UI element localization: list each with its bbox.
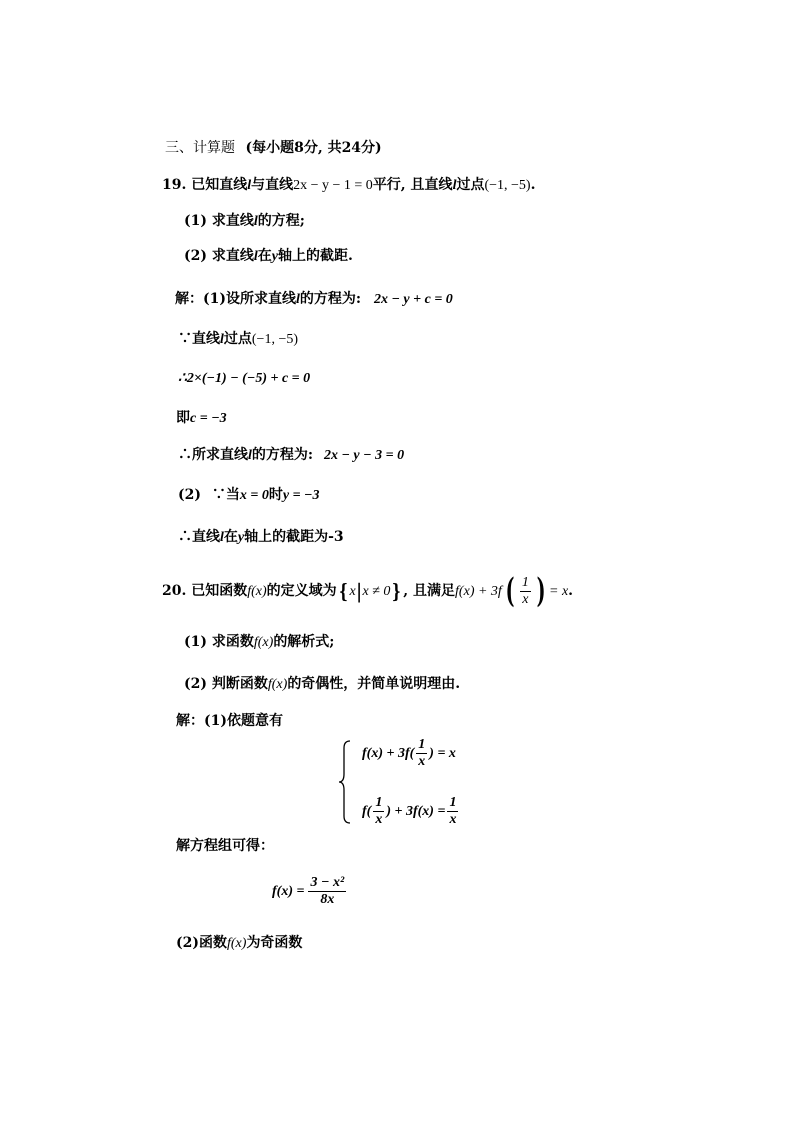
sol-text: 的方程为: (299, 291, 362, 307)
sol-point: (−1, −5) (251, 332, 299, 347)
q19-equation: 2x − y − 1 = 0 (293, 178, 373, 193)
q20-part-1 (184, 632, 334, 653)
part-text: 轴上的截距. (277, 248, 353, 264)
var-l: l (253, 249, 258, 264)
sol20-line-1 (176, 711, 283, 731)
var-y: y (271, 249, 278, 264)
fraction-1-over-x (416, 738, 427, 769)
sol20-line-3 (176, 933, 302, 954)
q20-text: , 且满足 (403, 583, 456, 599)
sol-equation: 2x − y + c = 0 (373, 292, 453, 307)
fraction-1-over-x (447, 796, 458, 827)
set-var: x (349, 584, 356, 599)
sol-text: 在 (223, 529, 238, 545)
sol-equation: y = −3 (282, 488, 320, 503)
fraction-1-over-x (373, 796, 384, 827)
part-text: 判断函数 (211, 676, 268, 692)
sol-text: ∴直线 (178, 529, 220, 545)
sol-equation: c = −3 (190, 411, 227, 426)
frac-num: 1 (521, 574, 529, 590)
part-number: (1) (184, 634, 207, 650)
q20-fx: f(x) (267, 677, 288, 692)
q20-text: 的定义域为 (266, 583, 337, 599)
q19-point: (−1, −5) (484, 178, 531, 193)
sol20-result (272, 870, 348, 914)
question-number: 20. (162, 583, 187, 599)
q20-fx: f(x) (253, 635, 274, 650)
left-brace-icon: { (338, 579, 348, 603)
part-text: 求直线 (211, 213, 254, 229)
q20-equation: = x (549, 584, 569, 599)
sol-text: 时 (268, 487, 283, 503)
set-bar: | (355, 579, 363, 603)
sol-text: (2)函数 (176, 935, 227, 951)
frac-num: 1 (418, 737, 426, 753)
result-text: f(x) = (272, 884, 305, 899)
q19-text: 过点 (456, 177, 485, 193)
q20-part-2 (184, 674, 460, 695)
q19-text: . (530, 177, 536, 193)
row-text: ) + 3f(x) = (386, 804, 446, 819)
sol-text: ∵直线 (178, 331, 220, 347)
result-fraction (308, 876, 346, 907)
q20-fx: f(x) (227, 936, 247, 951)
sol19-line-2 (178, 329, 298, 350)
part-text: 的解析式; (273, 634, 335, 650)
sol-equation: ∴2×(−1) − (−5) + c = 0 (178, 371, 311, 386)
system-brace-icon (338, 740, 352, 824)
sol19-line-7 (178, 527, 344, 548)
question-19 (162, 175, 535, 196)
var-l: l (452, 178, 457, 193)
system-row-1 (362, 734, 456, 774)
sol20-line-2 (176, 836, 274, 856)
frac-den: 8x (320, 892, 335, 908)
var-l: l (220, 332, 224, 347)
question-number: 19. (162, 177, 187, 193)
sol19-line-3 (178, 369, 310, 389)
equation-system (338, 734, 508, 834)
var-l: l (253, 214, 258, 229)
sol19-line-1 (175, 289, 453, 310)
q19-part-2 (184, 246, 353, 267)
sol-text: ∴所求直线 (178, 447, 248, 463)
part-text: 的奇偶性，并简单说明理由. (287, 676, 461, 692)
part-number: (2) (184, 248, 207, 264)
section-header (165, 138, 382, 158)
q19-text: 已知直线 (191, 177, 248, 193)
sol19-line-5 (178, 445, 404, 466)
section-title: 三、计算题 (165, 140, 235, 156)
sol-text: 解：(1)依题意有 (176, 713, 283, 729)
q20-fx: f(x) (247, 584, 267, 599)
sol-text: 即 (176, 410, 190, 426)
part-number: (1) (184, 213, 207, 229)
var-l: l (296, 292, 300, 307)
q19-text: 与直线 (251, 177, 294, 193)
part-text: 求直线 (211, 248, 254, 264)
set-condition: x ≠ 0 (362, 584, 391, 599)
section-note: (每小题8分, 共24分) (245, 140, 382, 156)
sol-equation: x = 0 (239, 488, 269, 503)
question-20 (162, 568, 573, 614)
var-l: l (248, 448, 252, 463)
q20-equation: f(x) + 3f (455, 584, 502, 599)
frac-den: x (522, 591, 529, 607)
sol19-line-6 (178, 485, 320, 506)
right-paren-icon: ) (536, 571, 546, 611)
system-row-2 (362, 792, 460, 832)
q19-part-1 (184, 211, 305, 232)
sol-text: 解方程组可得： (176, 838, 274, 854)
var-l: l (247, 178, 252, 193)
q19-text: 平行, 且直线 (372, 177, 453, 193)
q20-text: 已知函数 (191, 583, 248, 599)
frac-den: x (418, 754, 426, 770)
sol-equation: 2x − y − 3 = 0 (323, 448, 405, 463)
sol-text: 解：(1)设所求直线 (175, 291, 296, 307)
part-number: (2) (184, 676, 207, 692)
sol-text: ∵当 (211, 487, 240, 503)
row-text: f(x) + 3f( (362, 746, 415, 761)
part-text: 求函数 (211, 634, 254, 650)
part-number: (2) (178, 487, 201, 503)
sol19-line-4 (176, 408, 227, 429)
frac-den: x (375, 812, 383, 828)
sol-text: 为奇函数 (246, 935, 303, 951)
part-text: 的方程; (257, 213, 305, 229)
row-text: ) = x (429, 746, 456, 761)
sol-text: 过点 (223, 331, 252, 347)
sol-text: 的方程为: (251, 447, 314, 463)
sol-text: 轴上的截距为-3 (244, 529, 344, 545)
part-text: 在 (257, 248, 272, 264)
frac-num: 1 (449, 795, 457, 811)
row-text: f( (362, 804, 372, 819)
frac-num: 1 (375, 795, 383, 811)
frac-den: x (449, 812, 457, 828)
fraction-1-over-x (520, 576, 531, 607)
frac-num: 3 − x² (310, 875, 345, 891)
var-y: y (237, 530, 245, 545)
q20-text: . (568, 583, 574, 599)
left-paren-icon: ( (505, 571, 515, 611)
var-l: l (220, 530, 224, 545)
right-brace-icon: } (392, 579, 402, 603)
